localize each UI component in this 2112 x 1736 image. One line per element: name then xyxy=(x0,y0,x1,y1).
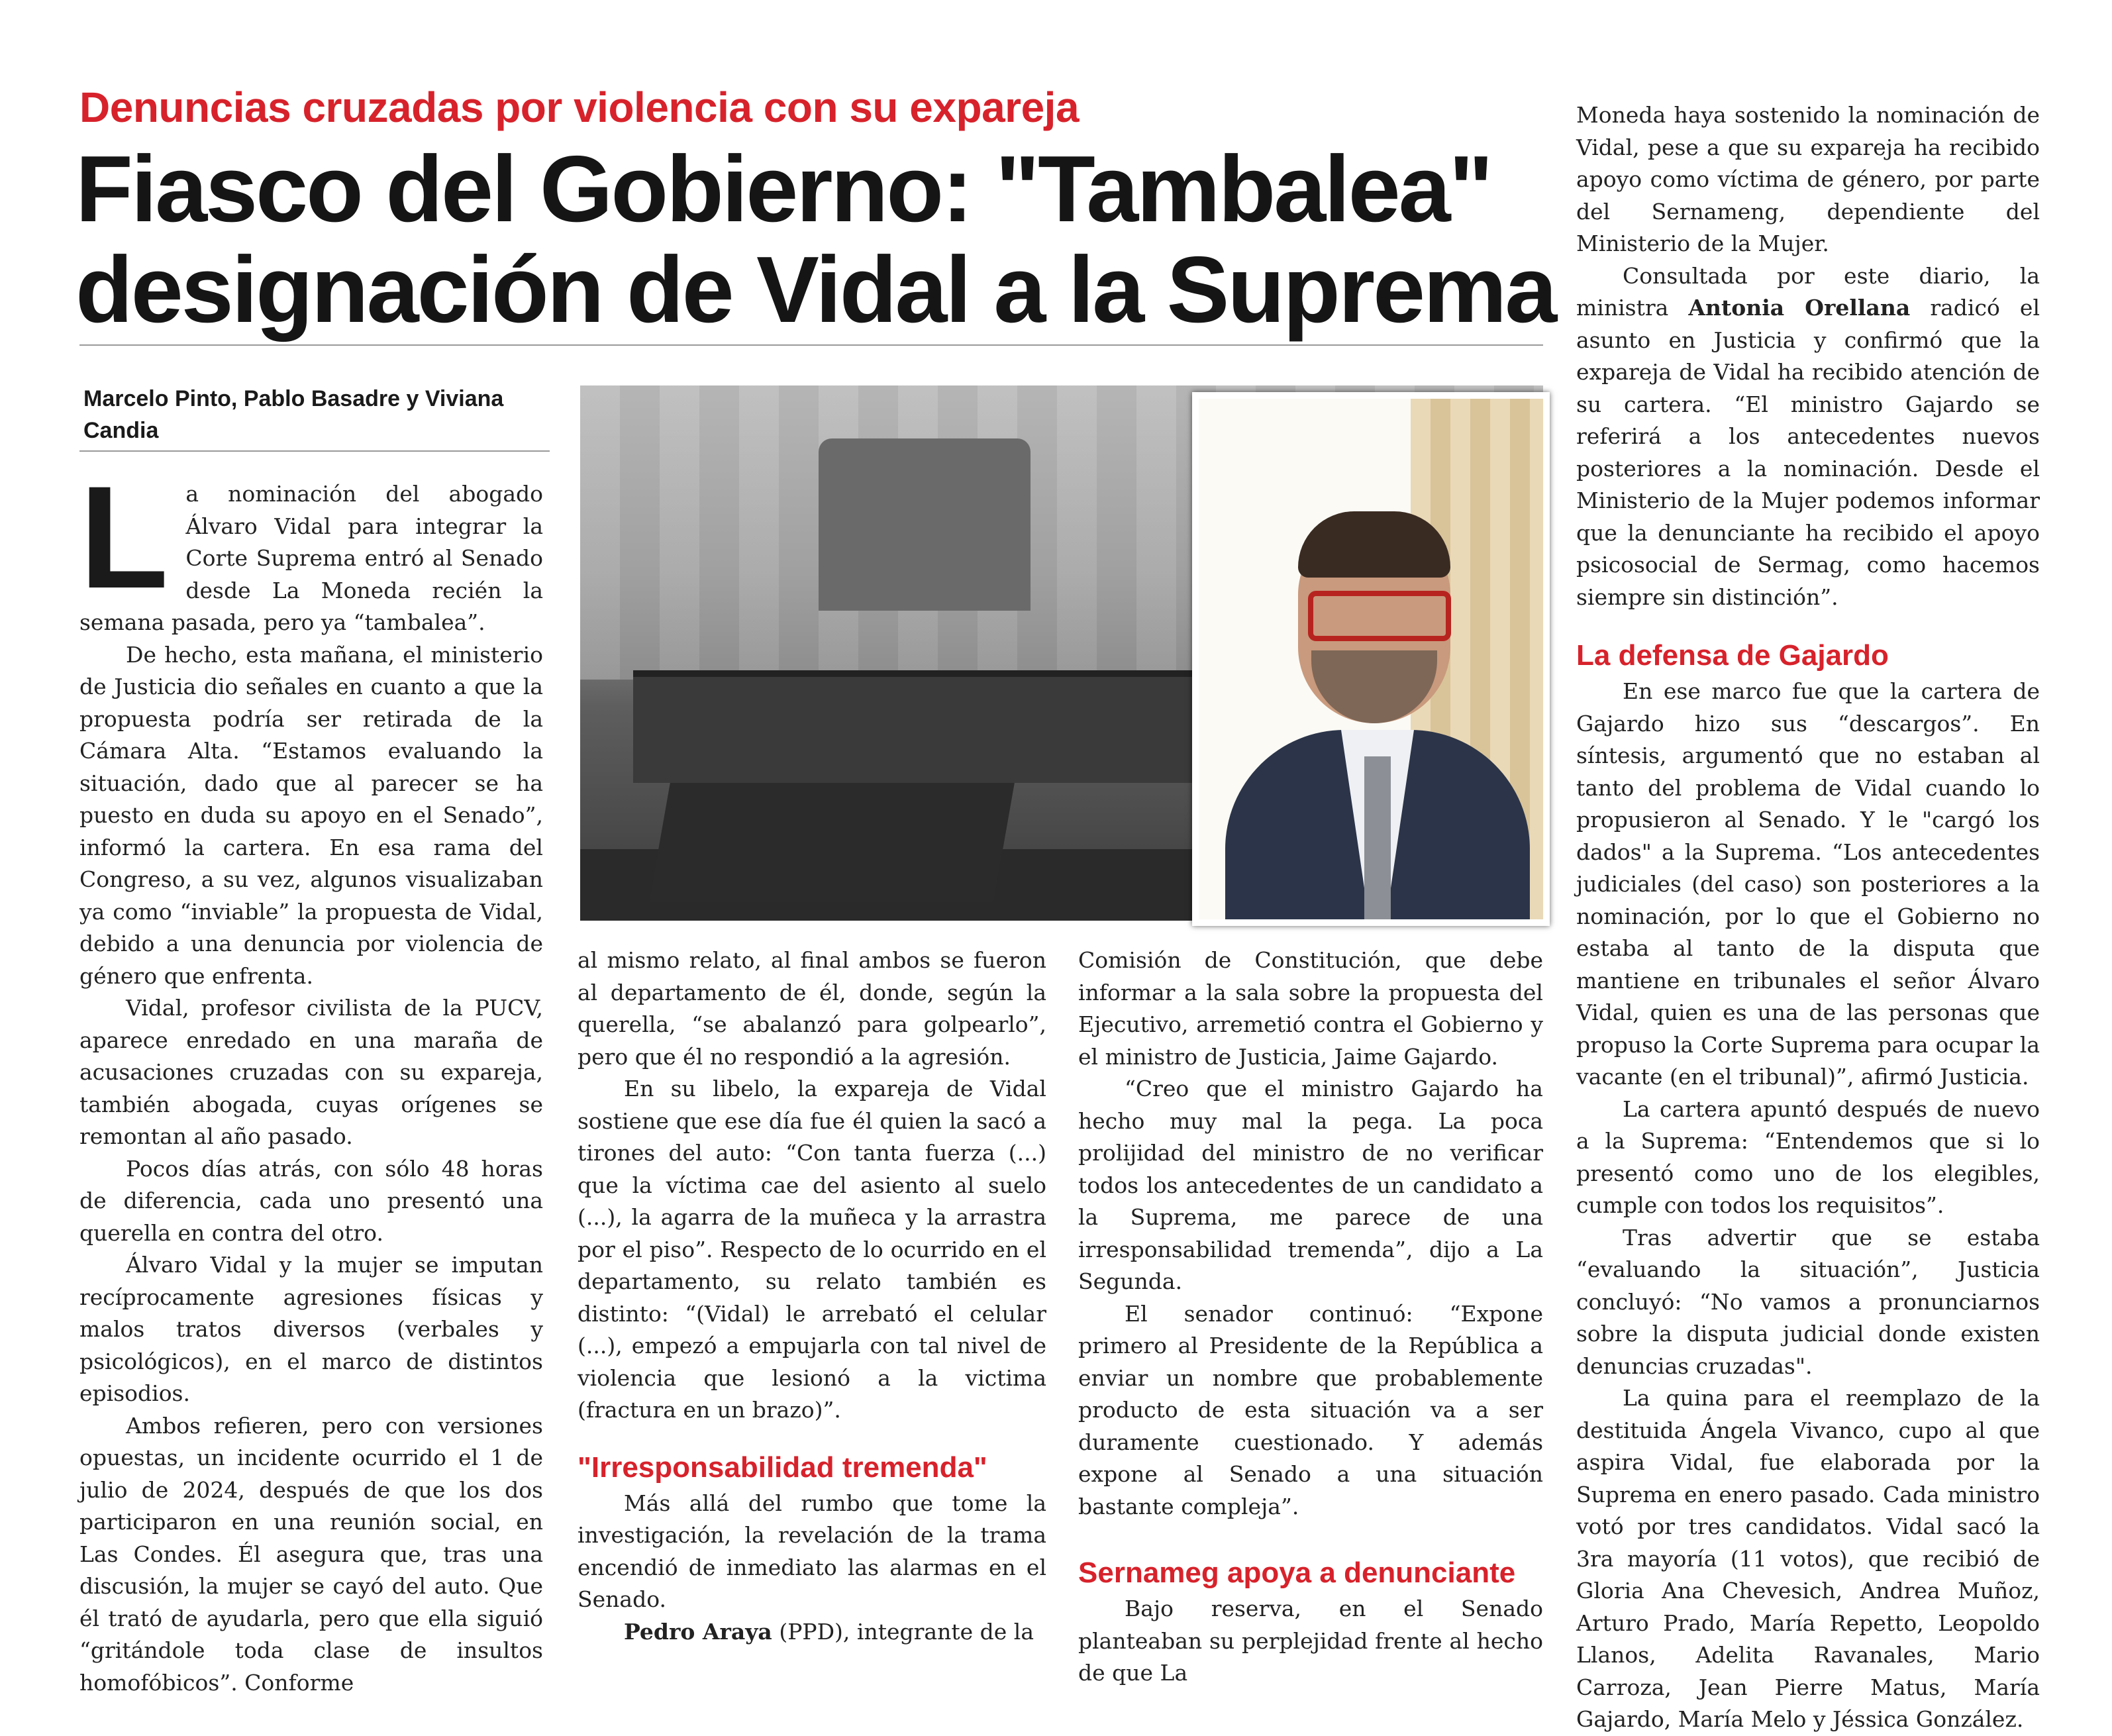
paragraph: Bajo reserva, en el Senado planteaban su perplejidad frente al hecho de que La xyxy=(1078,1596,1543,1686)
paragraph: Consultada por este diario, la ministra Antonia Orellana radicó el asunto en Justicia y confirmó que la expareja de Vidal ha recibido atención de su cartera. “El ministro Gajardo se referirá a los antecedentes nuevos posteriores a la nominación. Desde el Ministerio de la Mujer podemos informar que la denunciante ha recibido el apoyo psicosocial de Sermag, como hacemos siempre sin distinción”. xyxy=(1576,262,2040,610)
paragraph: “Creo que el ministro Gajardo ha hecho muy mal la pega. La poca prolijidad del ministro de no verificar todos los antecedentes de un candidato a la Suprema, me parece de una irresponsabilidad tremenda”, dijo a La Segunda. xyxy=(1078,1076,1543,1294)
person-name: Pedro Araya xyxy=(624,1618,772,1645)
headline-line-1: Fiasco del Gobierno: "Tambalea" xyxy=(75,136,1491,242)
column-2 xyxy=(578,945,1046,1648)
column-3 xyxy=(1078,945,1543,1690)
headline xyxy=(75,136,1559,342)
paragraph: Álvaro Vidal y la mujer se imputan recíprocamente agresiones físicas y malos tratos diversos (verbales y psicológicos), en el marco de distintos episodios. xyxy=(79,1252,543,1406)
paragraph: En ese marco fue que la cartera de Gajardo hizo sus “descargos”. En síntesis, argumentó que no estaban al tanto del problema de Vidal cuando lo propusieron al Senado. Y le "cargó los dados" a la Suprema. “Los antecedentes judiciales (del caso) son posteriores a la nominación, por lo que el Gobierno no estaba al tanto de la disputa que mantiene en tribunales el señor Álvaro Vidal, quien es una de las personas que propuso la Corte Suprema para ocupar la vacante (en el tribunal)”, afirmó Justicia. xyxy=(1576,678,2040,1090)
paragraph: La nominación del abogado Álvaro Vidal para integrar la Corte Suprema entró al Senado desde La Moneda recién la semana pasada, pero ya “tambalea”. xyxy=(79,456,543,635)
paragraph: Vidal, profesor civilista de la PUCV, aparece enredado en una maraña de acusaciones cruzadas con su expareja, también abogada, cuyas orígenes se remontan al año pasado. xyxy=(79,995,543,1149)
paragraph: Ambos refieren, pero con versiones opuestas, un incidente ocurrido el 1 de julio de 2024, después de que los dos participaron en una reunión social, en Las Condes. Él asegura que, tras una discusión, la mujer se cayó del auto. Que él trató de ayudarla, pero que ella siguió “gritándole toda clase de insultos homofóbicos”. Conforme xyxy=(79,1412,543,1696)
paragraph: Moneda haya sostenido la nominación de Vidal, pese a que su expareja ha recibido apoyo como víctima de género, por parte del Sernameng, dependiente del Ministerio de la Mujer. xyxy=(1576,102,2040,256)
subheading-irresponsabilidad: "Irresponsabilidad tremenda" xyxy=(578,1451,987,1484)
paragraph: De hecho, esta mañana, el ministerio de Justicia dio señales en cuanto a que la propuesta podría ser retirada de la Cámara Alta. “Estamos evaluando la situación, dado que al parecer se ha puesto en duda su apoyo en el Senado”, informó la cartera. En esa rama del Congreso, a su vez, algunos visualizaban ya como “inviable” la propuesta de Vidal, debido a una denuncia por violencia de género que enfrenta. xyxy=(79,641,543,989)
paragraph: al mismo relato, al final ambos se fueron al departamento de él, donde, según la querella, “se abalanzó para golpearlo”, pero que él no respondió a la agresión. xyxy=(578,947,1046,1070)
paragraph: Pedro Araya (PPD), integrante de la xyxy=(624,1618,1034,1645)
headline-line-2: designación de Vidal a la Suprema xyxy=(75,237,1556,342)
kicker: Denuncias cruzadas por violencia con su expareja xyxy=(79,83,1080,131)
subheading-sernameg: Sernameg apoya a denunciante xyxy=(1078,1557,1516,1589)
paragraph: Tras advertir que se estaba “evaluando la situación”, Justicia concluyó: “No vamos a pronunciarnos sobre la disputa judicial donde existen denuncias cruzadas". xyxy=(1576,1224,2040,1379)
paragraph: Comisión de Constitución, que debe informar a la sala sobre la propuesta del Ejecutivo, arremetió contra el Gobierno y el ministro de Justicia, Jaime Gajardo. xyxy=(1078,947,1543,1070)
byline: Marcelo Pinto, Pablo Basadre y Viviana Candia xyxy=(83,386,504,443)
paragraph: El senador continuó: “Expone primero al Presidente de la República a enviar un nombre que probablemente producto de esta situación va a ser duramente cuestionado. Y además expone al Senado a una situación bastante compleja”. xyxy=(1078,1300,1543,1519)
paragraph: Más allá del rumbo que tome la investigación, la revelación de la trama encendió de inmediato las alarmas en el Senado. xyxy=(578,1490,1046,1612)
column-4 xyxy=(1576,99,2040,1736)
subheading-defensa: La defensa de Gajardo xyxy=(1576,639,1889,672)
column-1 xyxy=(79,456,543,1699)
person-name: Antonia Orellana xyxy=(1688,295,1911,321)
drop-cap: L xyxy=(79,456,169,619)
portrait-photo xyxy=(1192,392,1550,926)
paragraph: La quina para el reemplazo de la destituida Ángela Vivanco, cupo al que aspira Vidal, fue elaborada por la Suprema en enero pasado. Cada ministro votó por tres candidatos. Vidal sacó la 3ra mayoría (11 votos), que recibió de Gloria Ana Chevesich, Andrea Muñoz, Arturo Prado, María Repetto, Leopoldo Llanos, Adelita Ravanales, Mario Carroza, Jean Pierre Matus, María Gajardo, María Melo y Jéssica González. xyxy=(1576,1385,2040,1732)
byline-rule xyxy=(79,450,550,452)
paragraph: Pocos días atrás, con sólo 48 horas de diferencia, cada uno presentó una querella en contra del otro. xyxy=(79,1155,543,1246)
headline-rule xyxy=(79,344,1543,346)
paragraph: La cartera apuntó después de nuevo a la Suprema: “Entendemos que si lo presentó como uno de los elegibles, cumple con todos los requisitos”. xyxy=(1576,1096,2040,1218)
paragraph: En su libelo, la expareja de Vidal sostiene que ese día fue él quien la sacó a tirones del auto: “Con tanta fuerza (...) que la víctima cae del asiento al suelo (...), la agarra de la muñeca y la arrastra por el piso”. Respecto de lo ocurrido en el departamento, su relato también es distinto: “(Vidal) le arrebató el celular (...), empezó a empujarla con tal nivel de violencia que lesionó a la victima (fractura en un brazo)”. xyxy=(578,1076,1046,1423)
